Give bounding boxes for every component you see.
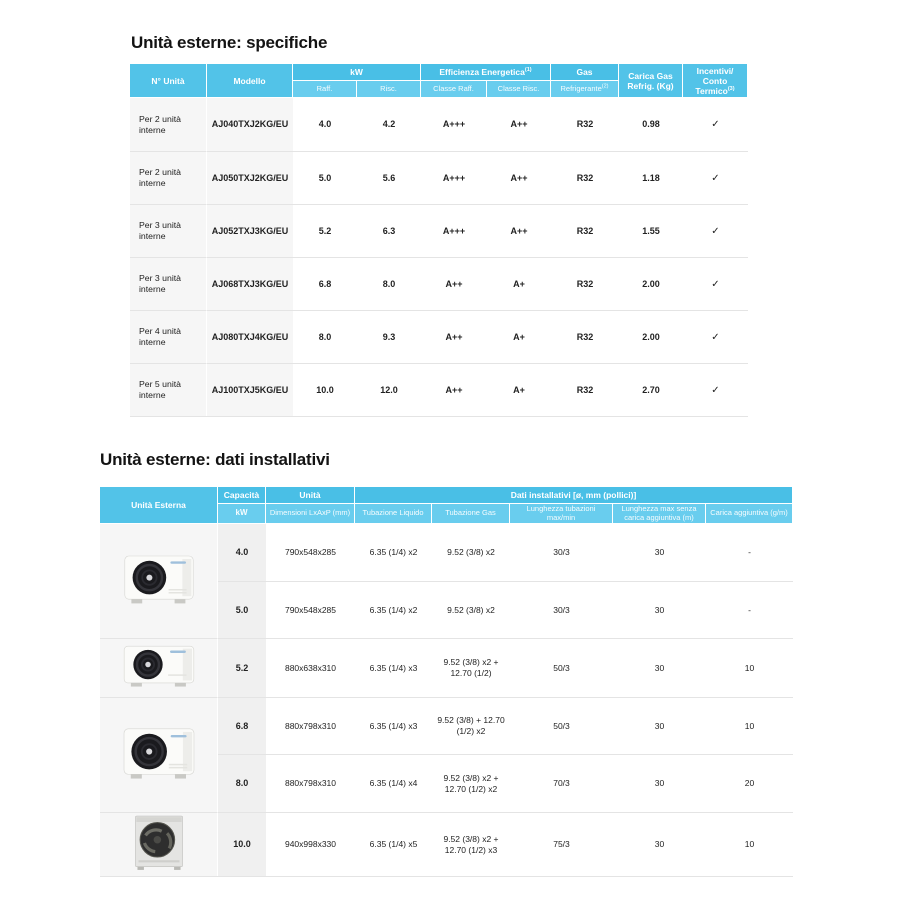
max-length-cell: 30	[613, 638, 706, 697]
liquid-pipe-cell: 6.35 (1/4) x4	[355, 754, 432, 812]
classe-raff-cell: A++	[421, 257, 487, 310]
carica-cell: 0.98	[642, 119, 660, 129]
table-row	[100, 638, 793, 697]
classe-raff-cell: A++	[421, 363, 487, 416]
specs-table	[130, 64, 748, 417]
column-header-tubazione-liquido: Tubazione Liquido	[355, 504, 432, 524]
kw-risc-cell: 9.3	[357, 310, 421, 363]
gas-pipe-cell: 9.52 (3/8) x2 + 12.70 (1/2) x3	[432, 812, 510, 876]
max-length-cell: 30	[613, 812, 706, 876]
kw-risc-cell: 5.6	[357, 151, 421, 204]
gas-pipe-cell: 9.52 (3/8) x2	[432, 581, 510, 638]
kw-raff-cell: 5.0	[293, 151, 357, 204]
extra-charge-cell: 10	[706, 697, 793, 754]
model-cell: AJ080TXJ4KG/EU	[207, 310, 293, 363]
pipe-length-cell: 30/3	[553, 547, 570, 557]
table-row	[130, 363, 748, 416]
incentivi-check-cell: ✓	[683, 204, 748, 257]
install-table	[100, 487, 793, 877]
model-cell: AJ040TXJ2KG/EU	[207, 98, 293, 151]
gas-cell: R32	[551, 204, 619, 257]
column-group-dati-installativi: Dati installativi [ø, mm (pollici)]	[355, 487, 793, 504]
model-cell: AJ100TXJ5KG/EU	[207, 363, 293, 416]
liquid-pipe-cell: 6.35 (1/4) x5	[355, 812, 432, 876]
gas-pipe-cell: 9.52 (3/8) x2 + 12.70 (1/2)	[432, 638, 510, 697]
gas-cell: R32	[551, 363, 619, 416]
model-cell: AJ052TXJ3KG/EU	[207, 204, 293, 257]
outdoor-unit-photo-large	[100, 697, 218, 812]
capacity-cell: 6.8	[218, 697, 266, 754]
kw-raff-cell: 8.0	[293, 310, 357, 363]
column-header-n-unita: N° Unità	[130, 64, 207, 98]
column-header-kw: kW	[218, 504, 266, 524]
column-header-unita-esterna: Unità Esterna	[100, 487, 218, 524]
table1-title: Unità esterne: specifiche	[131, 33, 328, 52]
unit-count-cell: Per 3 unità interne	[130, 204, 207, 257]
max-length-cell: 30	[613, 581, 706, 638]
table-row	[130, 257, 748, 310]
unit-count-cell: Per 3 unità interne	[130, 257, 207, 310]
classe-risc-cell: A++	[487, 151, 551, 204]
model-cell: AJ050TXJ2KG/EU	[207, 151, 293, 204]
kw-risc-cell: 12.0	[357, 363, 421, 416]
incentivi-check-cell: ✓	[683, 310, 748, 363]
column-header-carica-aggiuntiva: Carica aggiuntiva (g/m)	[706, 504, 793, 524]
dimensions-cell: 880x638x310	[266, 638, 355, 697]
table2-title: Unità esterne: dati installativi	[100, 450, 330, 469]
gas-pipe-cell: 9.52 (3/8) + 12.70 (1/2) x2	[432, 697, 510, 754]
capacity-cell: 5.2	[218, 638, 266, 697]
unit-count-cell: Per 2 unità interne	[130, 98, 207, 151]
extra-charge-cell: 20	[706, 754, 793, 812]
carica-cell: 1.55	[619, 204, 683, 257]
unit-count-cell: Per 5 unità interne	[130, 363, 207, 416]
liquid-pipe-cell: 6.35 (1/4) x2	[355, 581, 432, 638]
carica-cell: 2.70	[619, 363, 683, 416]
capacity-cell: 5.0	[218, 581, 266, 638]
kw-raff-cell: 4.0	[318, 119, 332, 129]
liquid-pipe-cell: 6.35 (1/4) x2	[369, 547, 418, 557]
dimensions-cell: 790x548x285	[266, 581, 355, 638]
outdoor-unit-photo-medium	[100, 638, 218, 697]
liquid-pipe-cell: 6.35 (1/4) x3	[355, 638, 432, 697]
gas-pipe-cell: 9.52 (3/8) x2 + 12.70 (1/2) x2	[432, 754, 510, 812]
outdoor-unit-image	[122, 727, 196, 781]
column-header-carica-gas: Carica Gas Refrig. (Kg)	[619, 64, 683, 98]
dimensions-cell: 790x548x285	[284, 547, 337, 557]
outdoor-unit-image	[122, 645, 196, 689]
classe-risc-cell: A+	[487, 257, 551, 310]
pipe-length-cell: 70/3	[510, 754, 613, 812]
dimensions-cell: 880x798x310	[266, 754, 355, 812]
column-header-classe-risc: Classe Risc.	[487, 81, 551, 98]
classe-raff-cell: A+++	[442, 119, 466, 129]
pipe-length-cell: 30/3	[510, 581, 613, 638]
capacity-cell: 4.0	[218, 524, 266, 581]
column-header-tubazione-gas: Tubazione Gas	[432, 504, 510, 524]
pipe-length-cell: 75/3	[510, 812, 613, 876]
column-header-refrigerante: Refrigerante$^{(2)}$	[551, 81, 619, 98]
extra-charge-cell: -	[748, 547, 751, 557]
extra-charge-cell: -	[706, 581, 793, 638]
kw-raff-cell: 5.2	[293, 204, 357, 257]
column-header-gas: Gas	[551, 64, 619, 81]
outdoor-unit-image	[123, 554, 195, 606]
classe-raff-cell: A++	[421, 310, 487, 363]
column-header-capacita: Capacità	[218, 487, 266, 504]
column-header-incentivi: Incentivi/ Conto Termico$^{(3)}$	[683, 64, 748, 98]
gas-cell: R32	[551, 310, 619, 363]
dimensions-cell: 940x998x330	[266, 812, 355, 876]
outdoor-unit-photo-small	[100, 524, 218, 638]
outdoor-unit-image	[132, 815, 186, 871]
max-length-cell: 30	[613, 754, 706, 812]
gas-cell: R32	[551, 151, 619, 204]
carica-cell: 2.00	[619, 257, 683, 310]
pipe-length-cell: 50/3	[510, 638, 613, 697]
table-row	[130, 310, 748, 363]
column-header-lunghezza-tubazioni: Lunghezza tubazioni max/min	[510, 504, 613, 524]
incentivi-check-cell: ✓	[711, 119, 720, 130]
column-header-classe-raff: Classe Raff.	[421, 81, 487, 98]
capacity-cell: 10.0	[218, 812, 266, 876]
column-group-efficienza: Efficienza Energetica$^{(1)}$	[421, 64, 551, 81]
classe-risc-cell: A+	[487, 363, 551, 416]
classe-risc-cell: A++	[487, 204, 551, 257]
column-group-kw: kW	[293, 64, 421, 81]
column-header-risc: Risc.	[357, 81, 421, 98]
classe-raff-cell: A+++	[421, 151, 487, 204]
column-header-raff: Raff.	[293, 81, 357, 98]
unit-count-cell: Per 4 unità interne	[130, 310, 207, 363]
outdoor-unit-photo-xlarge	[100, 812, 218, 876]
table-row	[130, 98, 748, 151]
pipe-length-cell: 50/3	[510, 697, 613, 754]
extra-charge-cell: 10	[706, 812, 793, 876]
header-row-top	[100, 487, 793, 504]
incentivi-check-cell: ✓	[683, 257, 748, 310]
classe-risc-cell: A++	[510, 119, 528, 129]
dimensions-cell: 880x798x310	[266, 697, 355, 754]
gas-pipe-cell: 9.52 (3/8) x2	[447, 547, 495, 557]
capacity-cell: 8.0	[218, 754, 266, 812]
gas-cell: R32	[551, 257, 619, 310]
liquid-pipe-cell: 6.35 (1/4) x3	[355, 697, 432, 754]
extra-charge-cell: 10	[706, 638, 793, 697]
table-row	[100, 524, 793, 581]
unit-count-cell: Per 2 unità interne	[130, 151, 207, 204]
table-row	[100, 812, 793, 876]
column-header-unita: Unità	[266, 487, 355, 504]
kw-risc-cell: 8.0	[357, 257, 421, 310]
table-row	[100, 697, 793, 754]
table-row	[130, 204, 748, 257]
kw-risc-cell: 4.2	[382, 119, 396, 129]
column-header-lunghezza-max: Lunghezza max senza carica aggiuntiva (m)	[613, 504, 706, 524]
classe-raff-cell: A+++	[421, 204, 487, 257]
kw-risc-cell: 6.3	[357, 204, 421, 257]
max-length-cell: 30	[613, 697, 706, 754]
incentivi-check-cell: ✓	[683, 363, 748, 416]
max-length-cell: 30	[654, 547, 665, 557]
kw-raff-cell: 10.0	[293, 363, 357, 416]
model-cell: AJ068TXJ3KG/EU	[207, 257, 293, 310]
header-row-top	[130, 64, 748, 81]
column-header-dimensioni: Dimensioni LxAxP (mm)	[266, 504, 355, 524]
classe-risc-cell: A+	[487, 310, 551, 363]
incentivi-check-cell: ✓	[683, 151, 748, 204]
carica-cell: 2.00	[619, 310, 683, 363]
gas-cell: R32	[576, 119, 594, 129]
kw-raff-cell: 6.8	[293, 257, 357, 310]
table-row	[130, 151, 748, 204]
carica-cell: 1.18	[619, 151, 683, 204]
column-header-modello: Modello	[207, 64, 293, 98]
